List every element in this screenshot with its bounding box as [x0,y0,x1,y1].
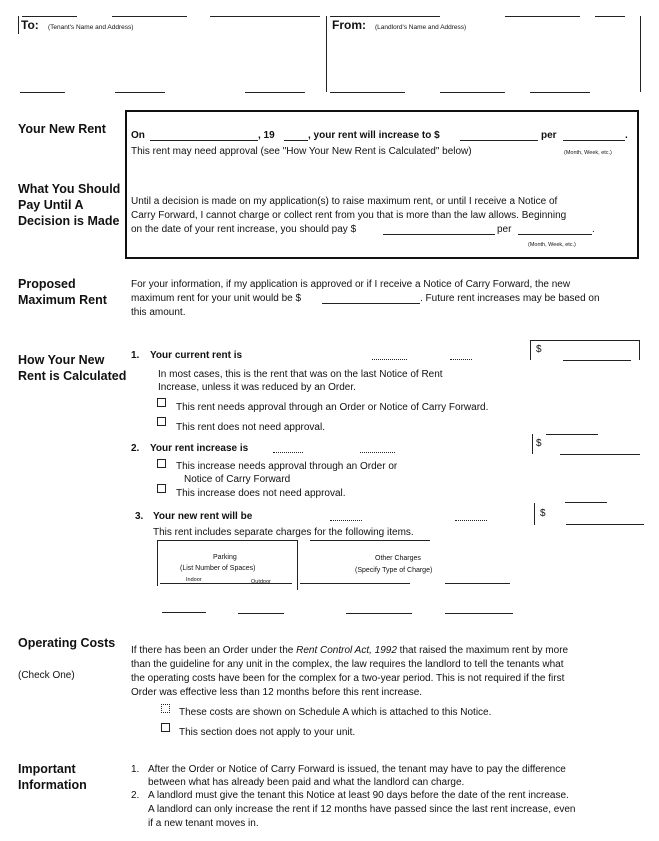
current-rent-dollar: $ [536,344,542,355]
current-rent-box[interactable] [530,340,640,360]
operating-costs-not-apply-label: This section does not apply to your unit. [179,727,356,738]
proposed-max-line1: For your information, if my application is approved or if I receive a Notice of Carry Forward, the new [131,279,571,290]
parking-title: Parking [213,554,237,561]
label-operating-costs: Operating Costs [18,636,116,650]
item2-needs-approval-checkbox[interactable] [157,459,166,468]
new-rent-increase-text: , your rent will increase to $ [308,130,440,141]
label-how-calculated: How Your New Rent is Calculated [18,353,127,383]
label-proposed-maximum-rent: Proposed Maximum Rent [18,277,107,307]
until-decision-line2: Carry Forward, I cannot charge or collect rent from you that is more than the law allows. Beginning [131,210,567,221]
proposed-max-line3: this amount. [131,307,186,318]
other-charges-subtitle: (Specify Type of Charge) [355,567,433,574]
rent-increase-field[interactable] [560,454,640,455]
new-rent-per-text: per [541,130,557,141]
item2-needs-approval-label2: Notice of Carry Forward [184,474,291,485]
item1-title: Your current rent is [150,350,243,361]
operating-costs-not-apply-checkbox[interactable] [161,723,170,732]
important-item1-line2: between what has already been paid and what the landlord can charge. [148,777,465,788]
new-rent-field[interactable] [566,524,644,525]
item1-needs-approval-label: This rent needs approval through an Order or Notice of Carry Forward. [176,402,489,413]
parking-subtitle: (List Number of Spaces) [180,565,256,572]
from-sublabel: (Landlord's Name and Address) [375,24,467,31]
item2-no-approval-label: This increase does not need approval. [176,488,346,499]
until-decision-line3: on the date of your rent increase, you should pay $ [131,224,357,235]
other-charges-title: Other Charges [375,555,421,562]
operating-costs-line4: Order was effective less than 12 months before this rent increase. [131,687,423,698]
parking-outdoor-label: Outdoor [251,579,271,585]
operating-costs-check-one: (Check One) [18,670,75,681]
proposed-max-line2: maximum rent for your unit would be $ [131,293,302,304]
item1-needs-approval-checkbox[interactable] [157,398,166,407]
new-rent-on-text: On [131,130,145,141]
to-sublabel: (Tenant's Name and Address) [48,24,134,31]
operating-costs-schedule-checkbox[interactable] [161,704,170,713]
item2-number: 2. [131,443,140,454]
to-label: To: [21,18,39,32]
from-label: From: [332,18,366,32]
important-item2-number: 2. [131,790,140,801]
parking-indoor-label: Indoor [186,577,202,583]
operating-costs-line3: the operating costs have been for the complex for a two-year period. This is not required if the first [131,673,565,684]
operating-costs-schedule-label: These costs are shown on Schedule A which is attached to this Notice. [179,707,492,718]
item2-no-approval-checkbox[interactable] [157,484,166,493]
new-rent-dollar: $ [540,508,546,519]
item1-no-approval-label: This rent does not need approval. [176,422,325,433]
important-item2-line2: A landlord can only increase the rent if 12 months have passed since the last rent increase, even [148,804,576,815]
proposed-max-line2b: . Future rent increases may be based on [420,293,600,304]
item2-title: Your rent increase is [150,443,249,454]
item3-number: 3. [135,511,144,522]
new-rent-approval-note: This rent may need approval (see "How Your New Rent is Calculated" below) [131,146,472,157]
new-rent-period-hint: (Month, Week, etc.) [564,150,612,156]
important-item2-line1: A landlord must give the tenant this Notice at least 90 days before the date of the rent increase. [148,790,569,801]
label-what-you-should-pay: What You Should Pay Until A Decision is Made [18,182,121,228]
new-rent-end: . [625,130,628,141]
important-item2-line3: if a new tenant moves in. [148,818,259,829]
rent-increase-box-edge [532,434,533,454]
item1-desc-line2: Increase, unless it was reduced by an Order. [158,382,356,393]
until-decision-line1: Until a decision is made on my application(s) to raise maximum rent, or until I receive a Notice of [131,196,558,207]
important-item1-number: 1. [131,764,140,775]
until-decision-period-hint: (Month, Week, etc.) [528,242,576,248]
item1-number: 1. [131,350,140,361]
label-your-new-rent: Your New Rent [18,122,106,136]
rent-increase-dollar: $ [536,438,542,449]
until-decision-per: per [497,224,512,235]
label-important-information: Important Information [18,762,87,792]
operating-costs-line2: than the guideline for any unit in the complex, the law requires the landlord to tell the tenants what [131,659,564,670]
new-rent-19-text: , 19 [258,130,275,141]
until-decision-end: . [592,224,595,235]
new-rent-box-edge [534,503,535,525]
operating-costs-line1: If there has been an Order under the Rent Control Act, 1992 that raised the maximum rent by more [131,645,569,656]
important-item1-line1: After the Order or Notice of Carry Forward is issued, the tenant may have to pay the difference [148,764,566,775]
item1-no-approval-checkbox[interactable] [157,417,166,426]
item1-desc-line1: In most cases, this is the rent that was on the last Notice of Rent [158,369,443,380]
item3-title: Your new rent will be [153,511,253,522]
item3-desc: This rent includes separate charges for the following items. [153,527,414,538]
item2-needs-approval-label: This increase needs approval through an Order or [176,461,398,472]
